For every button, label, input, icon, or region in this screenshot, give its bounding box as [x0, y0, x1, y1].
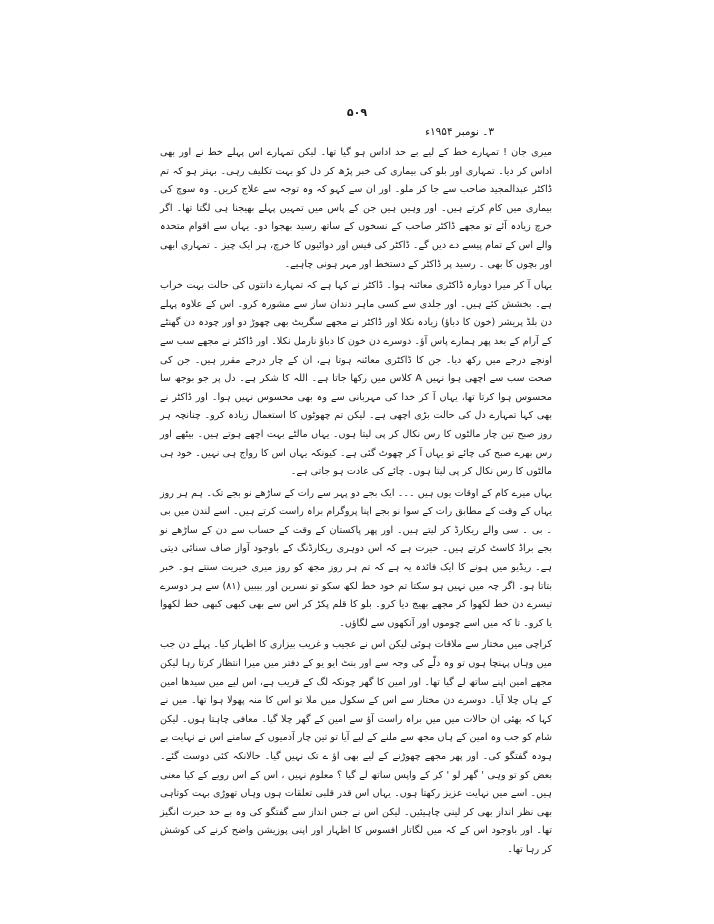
letter-body — [160, 144, 552, 860]
page-number: ۵۰۹ — [346, 106, 368, 119]
paragraph: میری جان ! تمہارے خط کے لیے بے حد اداس ہو گیا تھا۔ لیکن تمہارے اس پہلے خط نے اور بھی اداس کر دیا۔ تمہاری اور بلو کی بیماری کی خبر پڑھ کر دل کو بہت تکلیف رہی۔ بہتر ہو کہ تم ڈاکٹر عبدالمجید صاحب سے جا کر ملو۔ اور ان سے کہو کہ وہ توجہ سے علاج کریں۔ وہ سوچ کی بیماری میں کام کرتے ہیں۔ اور وہیں ہیں جن کے پاس میں تمہیں پہلے بھیجنا ہی لگتا تھا۔ اگر خرچ زیادہ آئے تو مجھے ڈاکٹر صاحب کے نسخوں کے ساتھ رسید بھجوا دو۔ یہاں سے اقوام متحدہ والے اس کے تمام پیسے دے دیں گے۔ ڈاکٹر کی فیس اور دوائیوں کا خرچ، ہر ایک چیز ۔ تمہاری ابھی اور بچوں کا بھی ۔ رسید پر ڈاکٹر کے دستخط اور مہر ہونی چاہیے۔ — [160, 147, 552, 270]
paragraph: یہاں آ کر میرا دوبارہ ڈاکٹری معائنہ ہوا۔ ڈاکٹر نے کہا ہے کہ تمہارے دانتوں کی حالت بہت خراب ہے۔ بخشش کئے ہیں۔ اور جلدی سے کسی ماہر دندان ساز سے مشورہ کرو۔ اس کے علاوہ پہلے دن بلڈ پریشر (خون کا دباؤ) زیادہ نکلا اور ڈاکٹر نے مجھے سگریٹ بھی چھوڑ دو اور چودہ دن گھنٹے کے آرام کے بعد پھر ہمارے پاس آؤ۔ دوسرے دن خون کا دباؤ نارمل نکلا۔ اور ڈاکٹر نے مجھے سب سے اونچے درجے میں رکھ دیا۔ جن کا ڈاکٹری معائنہ ہوتا ہے، ان کے چار درجے مقرر ہیں۔ جن کی صحت سب سے اچھی ہوا نہیں A کلاس میں رکھا جاتا ہے۔ اللہ کا شکر ہے۔ دل پر جو بوجھ سا محسوس ہوا کرتا تھا، یہاں آ کر خدا کی مہربانی سے وہ بھی محسوس نہیں ہوا۔ اور ڈاکٹر نے بھی کہا تمہارے دل کی حالت بڑی اچھی ہے۔ لیکن تم چھوٹوں کا استعمال زیادہ کرو۔ چنانچہ ہر روز صبح تین چار مالٹوں کا رس نکال کر پی لیتا ہوں۔ یہاں مالٹے بہت اچھے ہوتے ہیں۔ بیٹھے اور رس بھرے صبح کی چائے تو یہاں آ کر چھوٹ گئی ہے۔ کیونکہ یہاں اس کا رواج ہی نہیں۔ خود ہی مالٹوں کا رس نکال کر پی لیتا ہوں۔ چائے کی عادت ہو جاتی ہے۔ — [160, 280, 552, 478]
paragraph: کراچی میں مختار سے ملاقات ہوئی لیکن اس نے عجیب و غریب بیزاری کا اظہار کیا۔ پہلے دن جب میں وہاں پہنچا ہوں تو وہ دلّے کی وجہ سے اور بنٹ ایو یو کے دفتر میں میرا انتظار کرتا رہا لیکن مجھے امین اپنے ساتھ لے گیا تھا۔ اور امین کا گھر چونکہ لگ کے قریب ہے، اس لیے میں سیدھا امین کے ہاں چلا آیا۔ دوسرے دن مختار سے اس کے سکول میں ملا تو اس کا منہ پھولا ہوا تھا۔ میں نے کہا کہ بھئی ان حالات میں میں براہ راست آؤ سے امین کے گھر چلا گیا۔ معافی چاہتا ہوں۔ لیکن شام کو جب وہ امین کے ہاں مجھ سے ملنے کے لیے آیا تو تین چار آدمیوں کے سامنے اس نے نہایت بے ہودہ گفتگو کی۔ اور پھر مجھے چھوڑنے کے لیے بھی اؤ ے تک نہیں گیا۔ حالانکہ کئی دوست گئے۔ بعض کو تو وہی ' گھر لو ' کر کے واپس ساتھ لے گیا ؟ معلوم نہیں ، اس کے اس رویے کے کیا معنی ہیں۔ اسے میں نہایت عزیز رکھتا ہوں۔ یہاں اس قدر قلبی تعلقات ہوں وہاں تھوڑی بہت کوتاہی بھی نظر انداز بھی کر لینی چاہیئیں۔ لیکن اس نے جس انداز سے گفتگو کی وہ بے حد حیرت انگیز تھا۔ اور باوجود اس کے کہ میں لگاتار افسوس کا اظہار اور اپنی پوزیشن واضح کرنے کی کوشش کر رہا تھا۔ — [160, 639, 552, 855]
paragraph: یہاں میرے کام کے اوقات یوں ہیں ۔۔۔ ایک بجے دو پہر سے رات کے ساڑھے نو بجے تک۔ ہم ہر روز یہاں کے وقت کے مطابق رات کے سوا نو بجے اپنا پروگرام براہ راست کرتے ہیں۔ اسے لندن میں بی ۔ بی ۔ سی والے ریکارڈ کر لیتے ہیں۔ اور پھر پاکستان کے وقت کے حساب سے دن کے ساڑھے نو بجے براڈ کاسٹ کرتے ہیں۔ حیرت ہے کہ اس دوہری ریکارڈنگ کے باوجود آواز صاف سنائی دیتی ہے۔ ریڈیو میں ہونے کا ایک فائدہ یہ ہے کہ تم ہر روز مجھ کو روز میری خیریت سنتے ہو۔ خبر بتاتا ہو۔ اگر چہ میں نہیں ہو سکتا تم خود خط لکھ سکو تو نسرین اور بیبیں (۸۱) سے ہر دوسرے تیسرے دن خط لکھوا کر مجھے بھیج دیا کرو۔ بلو کا قلم پکڑ کر اس سے بھی کبھی کبھی خط لکھوا یا کرو۔ تا کہ میں اسے چوموں اور آنکھوں سے لگاؤں۔ — [160, 487, 552, 629]
letter-date: ۳۔ نومبر ۱۹۵۴ء — [425, 126, 494, 138]
